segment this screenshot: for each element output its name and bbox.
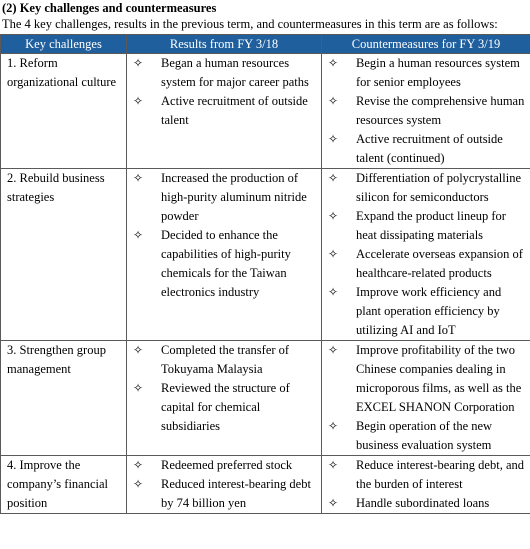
diamond-bullet-icon: ✧ — [328, 56, 339, 70]
countermeasures-cell — [322, 169, 530, 341]
challenge-cell: 4. Improve the company’s financial position — [1, 456, 127, 514]
countermeasures-cell — [322, 54, 530, 169]
challenge-cell: 2. Rebuild business strategies — [1, 169, 127, 341]
diamond-bullet-icon: ✧ — [328, 132, 339, 146]
column-header-results: Results from FY 3/18 — [127, 35, 322, 54]
bullet-item — [133, 226, 317, 302]
results-cell — [127, 54, 322, 169]
diamond-bullet-icon: ✧ — [328, 496, 339, 510]
bullet-text: Began a human resources system for major career paths — [161, 56, 309, 89]
diamond-bullet-icon: ✧ — [328, 343, 339, 357]
bullet-text: Improve work efficiency and plant operation efficiency by utilizing AI and IoT — [356, 285, 502, 337]
bullet-text: Improve profitability of the two Chinese companies dealing in microporous films, as well as the EXCEL SHANON Corporation — [356, 343, 522, 414]
bullet-text: Handle subordinated loans — [356, 496, 490, 510]
bullet-text: Expand the product lineup for heat dissipating materials — [356, 209, 506, 242]
bullet-item — [133, 54, 317, 92]
bullet-text: Redeemed preferred stock — [161, 458, 293, 472]
key-challenges-table — [0, 34, 530, 514]
table-row — [1, 456, 530, 514]
bullet-item — [328, 207, 526, 245]
diamond-bullet-icon: ✧ — [328, 285, 339, 299]
section-heading: (2) Key challenges and countermeasures — [2, 1, 217, 15]
column-header-countermeasures: Countermeasures for FY 3/19 — [322, 35, 530, 54]
bullet-item — [328, 92, 526, 130]
table-row — [1, 169, 530, 341]
bullet-item — [328, 456, 526, 494]
bullet-item — [133, 456, 317, 475]
bullet-item — [133, 475, 317, 513]
bullet-text: Begin a human resources system for senior employees — [356, 56, 520, 89]
diamond-bullet-icon: ✧ — [133, 56, 144, 70]
bullet-text: Differentiation of polycrystalline silicon for semiconductors — [356, 171, 521, 204]
diamond-bullet-icon: ✧ — [133, 343, 144, 357]
challenge-cell: 3. Strengthen group management — [1, 341, 127, 456]
diamond-bullet-icon: ✧ — [133, 458, 144, 472]
bullet-text: Begin operation of the new business evaluation system — [356, 419, 493, 452]
diamond-bullet-icon: ✧ — [328, 247, 339, 261]
diamond-bullet-icon: ✧ — [328, 419, 339, 433]
bullet-text: Reviewed the structure of capital for chemical subsidiaries — [161, 381, 290, 433]
results-cell — [127, 169, 322, 341]
bullet-item — [328, 169, 526, 207]
diamond-bullet-icon: ✧ — [328, 209, 339, 223]
bullet-text: Revise the comprehensive human resources system — [356, 94, 525, 127]
countermeasures-cell — [322, 456, 530, 514]
diamond-bullet-icon: ✧ — [328, 458, 339, 472]
bullet-text: Active recruitment of outside talent (continued) — [356, 132, 503, 165]
bullet-text: Active recruitment of outside talent — [161, 94, 308, 127]
bullet-text: Completed the transfer of Tokuyama Malaysia — [161, 343, 290, 376]
diamond-bullet-icon: ✧ — [133, 381, 144, 395]
diamond-bullet-icon: ✧ — [133, 94, 144, 108]
bullet-text: Accelerate overseas expansion of healthcare-related products — [356, 247, 523, 280]
challenge-cell: 1. Reform organizational culture — [1, 54, 127, 169]
results-cell — [127, 456, 322, 514]
table-row — [1, 341, 530, 456]
table-body — [1, 54, 530, 514]
bullet-text: Increased the production of high-purity aluminum nitride powder — [161, 171, 307, 223]
bullet-item — [328, 130, 526, 168]
diamond-bullet-icon: ✧ — [133, 171, 144, 185]
bullet-item — [133, 92, 317, 130]
bullet-item — [328, 283, 526, 340]
bullet-item — [133, 379, 317, 436]
bullet-text: Reduced interest-bearing debt by 74 billion yen — [161, 477, 311, 510]
results-cell — [127, 341, 322, 456]
column-header-key-challenges: Key challenges — [1, 35, 127, 54]
bullet-item — [133, 341, 317, 379]
intro-text: The 4 key challenges, results in the previous term, and countermeasures in this term are as follows: — [2, 17, 498, 31]
bullet-item — [328, 417, 526, 455]
bullet-item — [328, 341, 526, 417]
countermeasures-cell — [322, 341, 530, 456]
diamond-bullet-icon: ✧ — [133, 228, 144, 242]
bullet-item — [328, 54, 526, 92]
diamond-bullet-icon: ✧ — [133, 477, 144, 491]
bullet-item — [328, 494, 526, 513]
table-header-row — [1, 35, 530, 54]
diamond-bullet-icon: ✧ — [328, 94, 339, 108]
bullet-item — [133, 169, 317, 226]
bullet-text: Reduce interest-bearing debt, and the burden of interest — [356, 458, 524, 491]
table-row — [1, 54, 530, 169]
diamond-bullet-icon: ✧ — [328, 171, 339, 185]
bullet-item — [328, 245, 526, 283]
bullet-text: Decided to enhance the capabilities of high-purity chemicals for the Taiwan electronics industry — [161, 228, 291, 299]
